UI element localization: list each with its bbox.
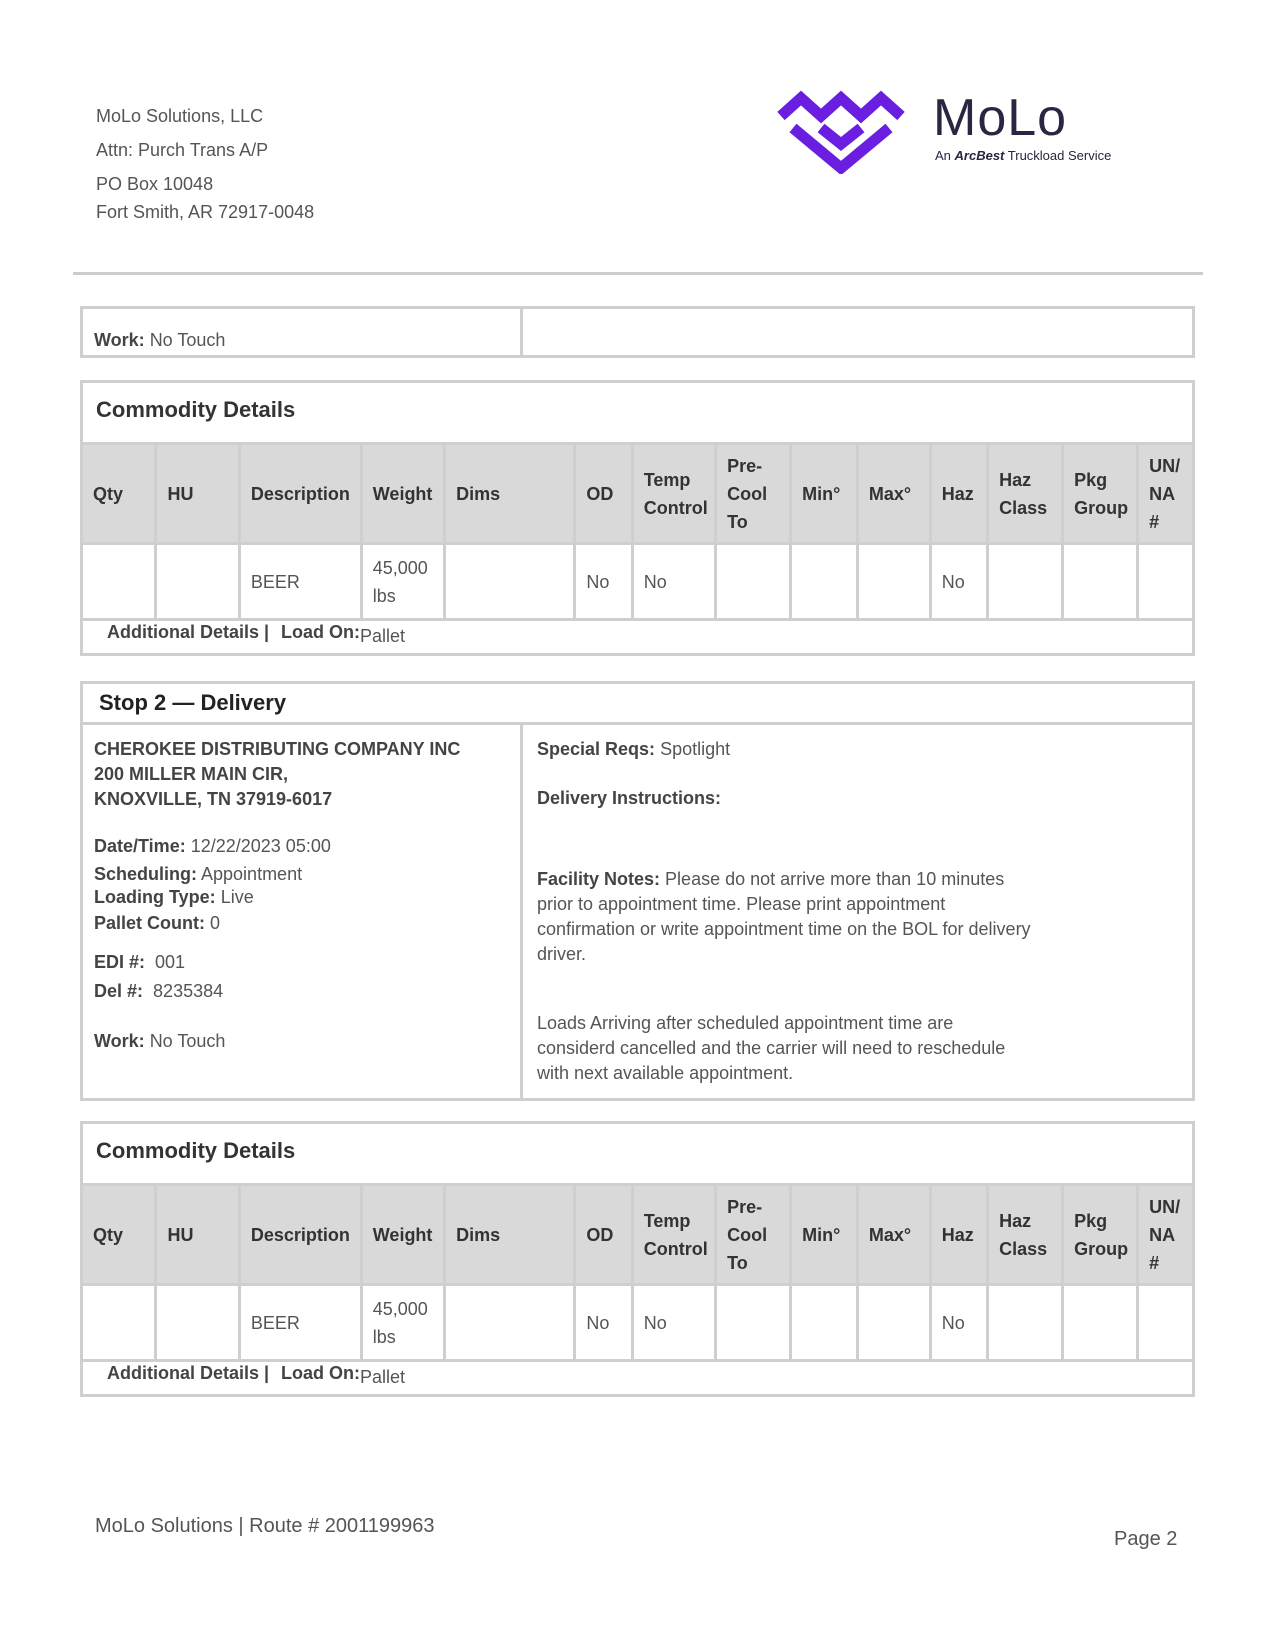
- column-header: Dims: [445, 1185, 575, 1285]
- table-cell: [988, 1285, 1063, 1361]
- table-cell: BEER: [239, 1285, 361, 1361]
- additional-details: [83, 1359, 1192, 1394]
- stop-work-field: Work: No Touch: [94, 1031, 226, 1051]
- page-number: Page 2: [1114, 1528, 1178, 1550]
- table-cell: [445, 544, 575, 620]
- table-cell: [988, 544, 1063, 620]
- column-header: OD: [575, 1185, 632, 1285]
- column-header: Weight: [361, 444, 444, 544]
- table-cell: [716, 544, 791, 620]
- table-cell: No: [930, 1285, 987, 1361]
- table-cell: [83, 544, 156, 620]
- molo-logo-mark-icon: [775, 84, 907, 174]
- column-header: Pre-Cool To: [716, 1185, 791, 1285]
- logo-tag-suffix: Truckload Service: [1007, 148, 1112, 163]
- column-header: Min°: [791, 1185, 858, 1285]
- facility-notes: Facility Notes: Please do not arrive more than 10 minutes prior to appointment time. Please print appointment confirmation or write appointment time on the BOL for delivery driver.: [537, 869, 1031, 964]
- footer-route: MoLo Solutions | Route # 2001199963: [95, 1515, 435, 1537]
- stop-left-column: [83, 725, 523, 1098]
- column-header: Haz: [930, 444, 987, 544]
- column-header: Qty: [83, 444, 156, 544]
- column-header: Dims: [445, 444, 575, 544]
- column-header: Haz: [930, 1185, 987, 1285]
- table-cell: [1063, 544, 1138, 620]
- work-value: No Touch: [149, 330, 226, 350]
- column-header: UN/ NA #: [1138, 1185, 1192, 1285]
- late-arrival-note: Loads Arriving after scheduled appointment time are considerd cancelled and the carrier will need to reschedule with next available appointment.: [537, 1013, 1006, 1083]
- table-cell: [791, 544, 858, 620]
- table-cell: [1063, 1285, 1138, 1361]
- column-header: Max°: [857, 444, 930, 544]
- column-header: OD: [575, 444, 632, 544]
- stop-right-column: [523, 725, 1192, 1098]
- del-number-field: Del #: 8235384: [94, 981, 224, 1001]
- consignee-city: KNOXVILLE, TN 37919-6017: [94, 789, 333, 809]
- table-cell: [1138, 544, 1192, 620]
- logo-wordmark: MoLo: [933, 89, 1068, 147]
- work-cell: [83, 309, 523, 355]
- commodity-details-1: [80, 380, 1195, 656]
- column-header: Pkg Group: [1063, 444, 1138, 544]
- table-cell: [716, 1285, 791, 1361]
- table-cell: 45,000 lbs: [361, 544, 444, 620]
- additional-details-label: Additional Details |: [107, 622, 270, 642]
- pallet-count-field: Pallet Count: 0: [94, 913, 221, 933]
- logo-tag-brand: ArcBest: [954, 148, 1005, 163]
- table-cell: [445, 1285, 575, 1361]
- table-cell: [156, 1285, 239, 1361]
- commodity-header-row: [83, 1185, 1192, 1285]
- delivery-instructions-label: Delivery Instructions:: [537, 788, 722, 808]
- logo-tagline: [935, 148, 1111, 163]
- commodity-table: [83, 442, 1192, 621]
- scheduling-field: Scheduling: Appointment: [94, 864, 303, 884]
- table-cell: [857, 544, 930, 620]
- column-header: Description: [239, 1185, 361, 1285]
- column-header: Pre-Cool To: [716, 444, 791, 544]
- datetime-field: Date/Time: 12/22/2023 05:00: [94, 836, 331, 856]
- logo-tag-prefix: An: [935, 148, 951, 163]
- header-divider: [73, 272, 1203, 275]
- table-cell: No: [632, 1285, 715, 1361]
- column-header: Pkg Group: [1063, 1185, 1138, 1285]
- city-line: Fort Smith, AR 72917-0048: [96, 202, 315, 222]
- previous-stop-work-box: [80, 306, 1195, 358]
- consignee-street: 200 MILLER MAIN CIR,: [94, 764, 289, 784]
- table-cell: [156, 544, 239, 620]
- column-header: Description: [239, 444, 361, 544]
- company-name: MoLo Solutions, LLC: [96, 106, 264, 126]
- column-header: UN/ NA #: [1138, 444, 1192, 544]
- po-box: PO Box 10048: [96, 174, 214, 194]
- table-cell: No: [575, 544, 632, 620]
- load-on-label: Load On:: [281, 1363, 360, 1383]
- commodity-title: Commodity Details: [96, 397, 296, 422]
- additional-details: [83, 618, 1192, 653]
- table-cell: No: [632, 544, 715, 620]
- commodity-details-2: [80, 1121, 1195, 1397]
- column-header: Temp Control: [632, 1185, 715, 1285]
- column-header: Weight: [361, 1185, 444, 1285]
- stop-title: Stop 2 — Delivery: [99, 690, 287, 715]
- molo-logo: [775, 84, 1155, 176]
- column-header: Haz Class: [988, 1185, 1063, 1285]
- commodity-header-row: [83, 444, 1192, 544]
- company-address: [96, 104, 314, 224]
- column-header: Temp Control: [632, 444, 715, 544]
- stop-header: [83, 684, 1192, 725]
- table-row: [83, 544, 1192, 620]
- edi-field: EDI #: 001: [94, 952, 186, 972]
- table-cell: 45,000 lbs: [361, 1285, 444, 1361]
- load-on-label: Load On:: [281, 622, 360, 642]
- attention-line: Attn: Purch Trans A/P: [96, 140, 269, 160]
- load-on-value: Pallet: [360, 626, 406, 646]
- column-header: HU: [156, 1185, 239, 1285]
- loading-type-field: Loading Type: Live: [94, 887, 254, 907]
- column-header: Min°: [791, 444, 858, 544]
- column-header: Qty: [83, 1185, 156, 1285]
- work-label: Work:: [94, 330, 145, 350]
- table-cell: [857, 1285, 930, 1361]
- table-cell: [1138, 1285, 1192, 1361]
- load-on-value: Pallet: [360, 1367, 406, 1387]
- table-row: [83, 1285, 1192, 1361]
- special-reqs-field: Special Reqs: Spotlight: [537, 739, 731, 759]
- commodity-title: Commodity Details: [96, 1138, 296, 1163]
- additional-details-label: Additional Details |: [107, 1363, 270, 1383]
- column-header: Haz Class: [988, 444, 1063, 544]
- table-cell: No: [575, 1285, 632, 1361]
- table-cell: [791, 1285, 858, 1361]
- column-header: HU: [156, 444, 239, 544]
- table-cell: BEER: [239, 544, 361, 620]
- table-cell: No: [930, 544, 987, 620]
- table-cell: [83, 1285, 156, 1361]
- column-header: Max°: [857, 1185, 930, 1285]
- consignee-name: CHEROKEE DISTRIBUTING COMPANY INC: [94, 739, 461, 759]
- stop-2-delivery: [80, 681, 1195, 1101]
- commodity-table: [83, 1183, 1192, 1362]
